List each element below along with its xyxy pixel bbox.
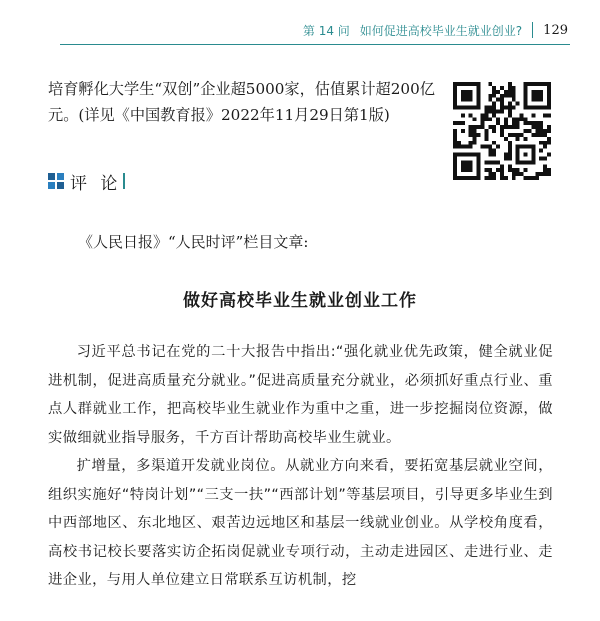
header-rule	[60, 44, 570, 45]
section-title: 评 论	[70, 173, 122, 194]
page-number: 129	[543, 22, 568, 38]
page-header	[303, 20, 568, 40]
header-separator	[532, 22, 533, 38]
section-heading	[48, 170, 125, 192]
section-grid-icon	[48, 173, 64, 189]
section-bar	[123, 173, 125, 189]
source-line: 《人民日报》“人民时评”栏目文章:	[78, 233, 309, 251]
header-title: 如何促进高校毕业生就业创业?	[359, 23, 523, 38]
article-paragraph: 扩增量，多渠道开发就业岗位。从就业方向来看，要拓宽基层就业空间，组织实施好“特岗计划”“三支一扶”“西部计划”等基层项目，引导更多毕业生到中西部地区、东北地区、艰苦边远地区和基层一线就业创业。从学校角度看，高校书记校长要落实访企拓岗促就业专项行动，主动走进园区、走进行业、走进企业，与用人单位建立日常联系互访机制，挖	[48, 458, 553, 588]
article-title: 做好高校毕业生就业创业工作	[183, 291, 417, 311]
qr-code-icon[interactable]	[453, 82, 551, 180]
article-paragraph: 习近平总书记在党的二十大报告中指出:“强化就业优先政策，健全就业促进机制，促进高质量充分就业。”促进高质量充分就业，必须抓好重点行业、重点人群就业工作，把高校毕业生就业作为重中之重，进一步挖掘岗位资源，做实做细就业指导服务，千方百计帮助高校毕业生就业。	[48, 344, 553, 446]
intro-paragraph: 培育孵化大学生“双创”企业超5000家，估值累计超200亿元。(详见《中国教育报》2022年11月29日第1版)	[48, 80, 435, 124]
article-body	[48, 338, 553, 595]
header-chapter: 第 14 问	[302, 23, 350, 38]
